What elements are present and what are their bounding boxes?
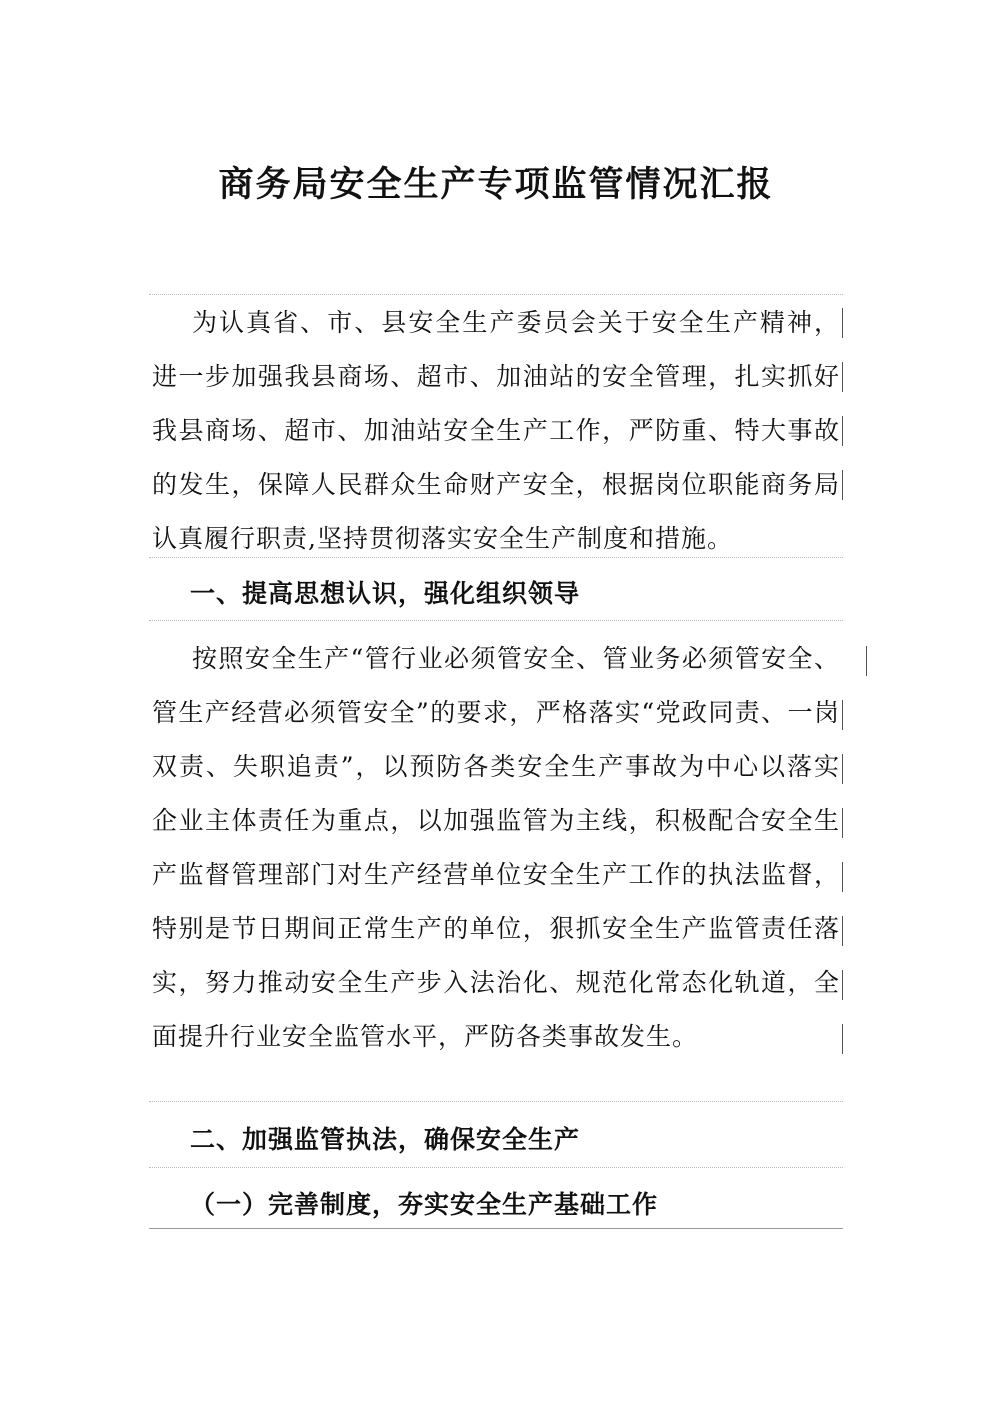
- paragraph-right-marker: [842, 862, 843, 892]
- paragraph-right-marker: [842, 308, 843, 338]
- paragraph-border: [149, 620, 843, 621]
- paragraph-bottom-border: [149, 1228, 843, 1229]
- paragraph-right-marker: [842, 808, 843, 838]
- subsection-heading-1: （一）完善制度，夯实安全生产基础工作: [190, 1190, 659, 1219]
- section-heading-1: 一、提高思想认识，强化组织领导: [190, 579, 581, 608]
- paragraph-right-marker: [842, 970, 843, 1000]
- section-1-paragraph: 按照安全生产“管行业必须管安全、管业务必须管安全、管生产经营必须管安全”的要求，严格落实“党政同责、一岗双责、失职追责”，以预防各类安全生产事故为中心以落实企业主体责任为重点，以加强监管为主线，积极配合安全生产监督管理部门对生产经营单位安全生产工作的执法监督，特别是节日期间正常生产的单位，狠抓安全生产监管责任落实，努力推动安全生产步入法治化、规范化常态化轨道，全面提升行业安全监管水平，严防各类事故发生。: [152, 644, 840, 1051]
- paragraph-border: [149, 557, 843, 558]
- paragraph-top-border: [149, 294, 843, 295]
- intro-paragraph: 为认真省、市、县安全生产委员会关于安全生产精神，进一步加强我县商场、超市、加油站的安全管理，扎实抓好我县商场、超市、加油站安全生产工作，严防重、特大事故的发生，保障人民群众生命财产安全，根据岗位职能商务局认真履行职责,坚持贯彻落实安全生产制度和措施。: [152, 308, 840, 553]
- paragraph-border: [149, 1167, 843, 1168]
- section-heading-2: 二、加强监管执法，确保安全生产: [190, 1125, 581, 1154]
- document-title: 商务局安全生产专项监管情况汇报: [218, 164, 774, 205]
- paragraph-right-marker: [842, 362, 843, 392]
- paragraph-right-marker: [842, 700, 843, 730]
- paragraph-right-marker: [842, 416, 843, 446]
- paragraph-right-marker: [866, 646, 867, 676]
- paragraph-border: [149, 1101, 843, 1102]
- paragraph-right-marker: [842, 470, 843, 500]
- paragraph-right-marker: [842, 916, 843, 946]
- paragraph-right-marker: [842, 1024, 843, 1054]
- paragraph-right-marker: [842, 754, 843, 784]
